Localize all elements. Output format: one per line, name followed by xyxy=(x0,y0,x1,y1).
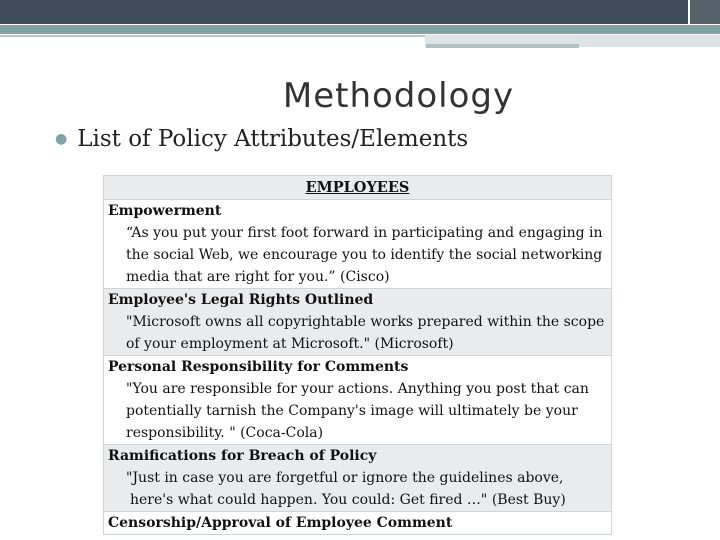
table-header-row xyxy=(104,176,612,200)
row-quote-line: here's what could happen. You could: Get fired …" (Best Buy) xyxy=(130,492,566,508)
row-title: Ramifications for Breach of Policy xyxy=(108,448,377,464)
table-header-cell: EMPLOYEES xyxy=(104,176,612,200)
row-quote-line: responsibility. " (Coca-Cola) xyxy=(126,425,324,441)
table-row xyxy=(104,200,612,289)
table-cell xyxy=(104,356,612,445)
top-decor-bar xyxy=(0,0,720,24)
row-quote-line: potentially tarnish the Company's image will ultimately be your xyxy=(126,403,578,419)
row-title: Personal Responsibility for Comments xyxy=(108,359,409,375)
row-quote-line: “As you put your first foot forward in participating and engaging in xyxy=(126,225,603,241)
row-quote-line: media that are right for you.” (Cisco) xyxy=(126,269,390,285)
row-quote-line: "Microsoft owns all copyrightable works prepared within the scope xyxy=(126,314,605,330)
row-title: Censorship/Approval of Employee Comment xyxy=(108,515,453,531)
accent-strip xyxy=(0,25,720,34)
row-title: Employee's Legal Rights Outlined xyxy=(108,292,374,308)
slide-title-container xyxy=(0,76,720,116)
decor-rule-left xyxy=(0,35,425,37)
table-row xyxy=(104,289,612,356)
table-row xyxy=(104,356,612,445)
bullet-text: List of Policy Attributes/Elements xyxy=(77,126,469,152)
row-quote-line: the social Web, we encourage you to identify the social networking xyxy=(126,247,603,263)
table-row xyxy=(104,512,612,535)
decor-rule-accent xyxy=(426,44,579,48)
table-cell xyxy=(104,445,612,512)
bullet-item xyxy=(55,126,468,152)
slide-title: Methodology xyxy=(282,76,515,116)
row-quote-line: "Just in case you are forgetful or ignore the guidelines above, xyxy=(126,470,564,486)
table-cell xyxy=(104,512,612,535)
table-cell xyxy=(104,289,612,356)
row-title: Empowerment xyxy=(108,203,222,219)
row-quote-line: of your employment at Microsoft." (Microsoft) xyxy=(126,336,454,352)
top-decor-corner xyxy=(688,0,720,24)
table-row xyxy=(104,445,612,512)
table-cell xyxy=(104,200,612,289)
bullet-icon: ● xyxy=(55,131,68,147)
row-quote-line: "You are responsible for your actions. Anything you post that can xyxy=(126,381,589,397)
policy-table xyxy=(103,175,612,535)
